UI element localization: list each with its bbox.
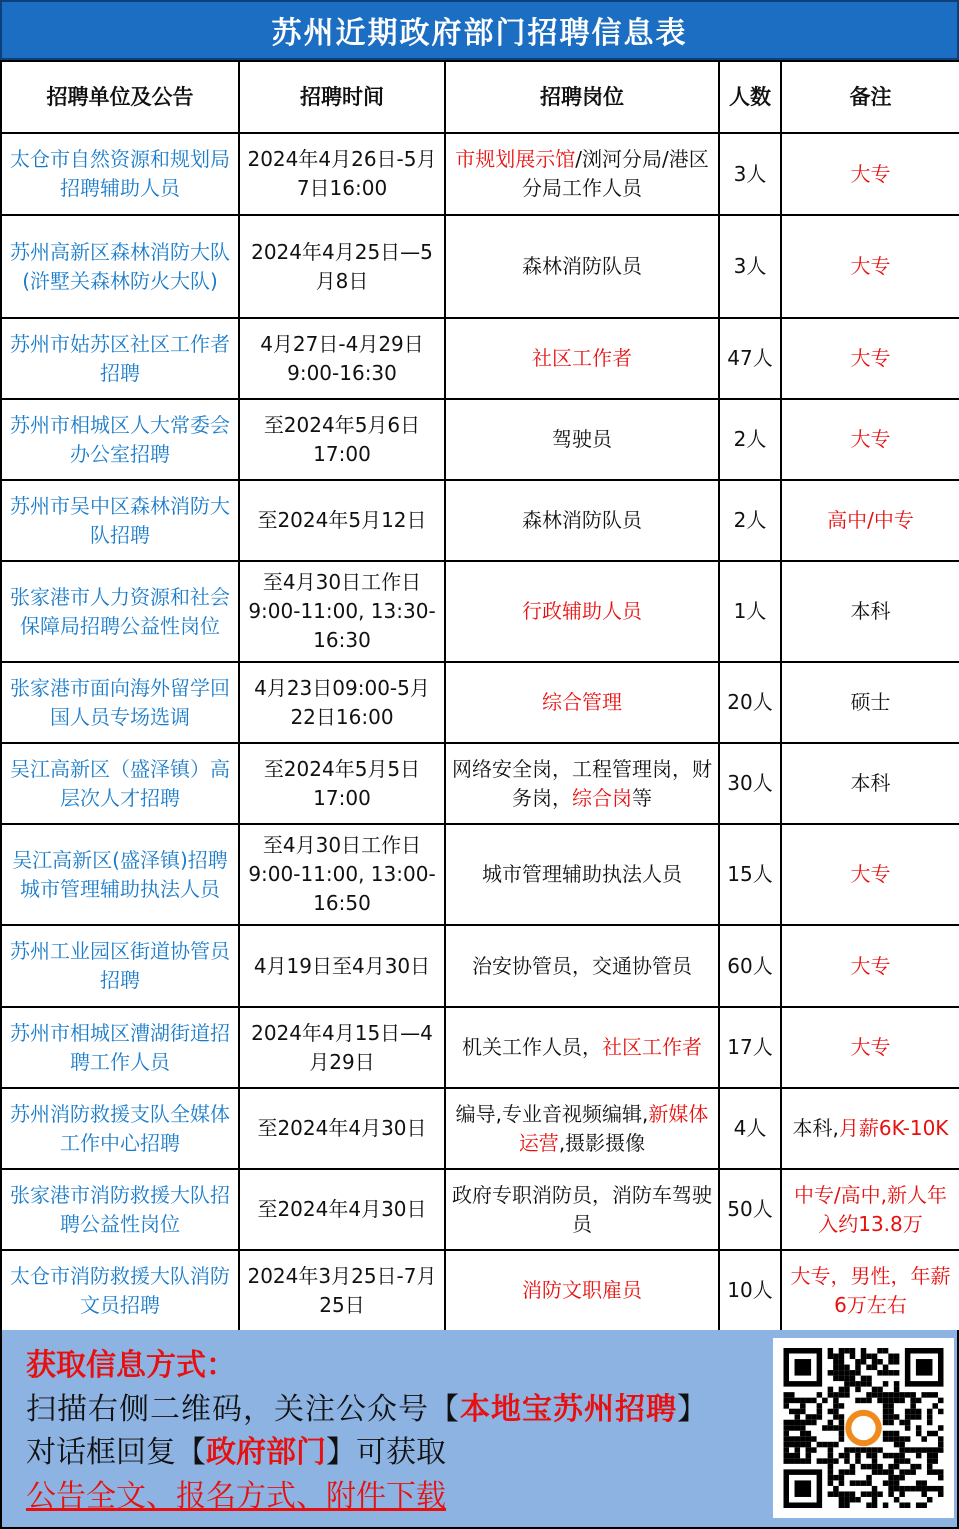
time-cell: 至4月30日工作日 9:00-11:00, 13:00-16:50 [239,824,445,925]
unit-link[interactable]: 吴江高新区(盛泽镇)招聘城市管理辅助执法人员 [1,824,239,925]
table-row [1,1088,959,1169]
time-cell: 至2024年5月5日 17:00 [239,743,445,824]
note-cell-text: 本科 [850,771,891,795]
unit-link[interactable]: 张家港市人力资源和社会保障局招聘公益性岗位 [1,561,239,662]
post-cell [445,1250,719,1331]
note-cell [781,318,959,399]
post-cell [445,215,719,318]
note-cell-text: 本科 [850,599,891,623]
post-cell-text: 森林消防队员 [522,508,642,532]
post-cell-text: 社区工作者 [602,1035,702,1059]
post-cell-text: 治安协管员，交通协管员 [472,953,692,978]
table-header-row [1,61,959,133]
time-cell: 2024年4月15日—4月29日 [239,1007,445,1088]
table-row [1,399,959,480]
header-time: 招聘时间 [239,61,445,133]
count-cell: 2人 [719,399,781,480]
count-cell: 20人 [719,662,781,743]
post-cell-text: 新媒体运营 [518,1101,709,1155]
post-cell-text: 综合管理 [542,690,622,714]
note-cell [781,925,959,1007]
table-row [1,561,959,662]
count-cell: 47人 [719,318,781,399]
header-count: 人数 [719,61,781,133]
time-cell: 至2024年4月30日 [239,1169,445,1250]
note-cell [781,662,959,743]
post-cell [445,318,719,399]
post-cell [445,662,719,743]
post-cell [445,1088,719,1169]
time-cell: 至2024年5月6日 17:00 [239,399,445,480]
time-cell: 至2024年5月12日 [239,480,445,561]
note-cell [781,1088,959,1169]
count-cell: 10人 [719,1250,781,1331]
note-cell-text: 大专 [850,161,891,186]
post-cell-text: 城市管理辅助执法人员 [482,862,682,886]
unit-link[interactable]: 苏州工业园区街道协管员招聘 [1,925,239,1007]
post-cell [445,1169,719,1250]
post-cell-text: ,摄影摄像 [558,1130,646,1155]
note-cell-text: 中专/高中,新人年入约13.8万 [793,1182,948,1236]
count-cell: 17人 [719,1007,781,1088]
count-cell: 15人 [719,824,781,925]
count-cell: 60人 [719,925,781,1007]
time-cell: 2024年3月25日-7月25日 [239,1250,445,1331]
post-cell-text: 社区工作者 [532,346,632,370]
post-cell-text: 消防文职雇员 [522,1278,642,1302]
post-cell-text: 等 [632,785,652,810]
note-cell [781,215,959,318]
post-cell-text: 市规划展示馆 [455,147,576,171]
note-cell [781,399,959,480]
table-row [1,1007,959,1088]
header-post: 招聘岗位 [445,61,719,133]
header-unit: 招聘单位及公告 [1,61,239,133]
download-link[interactable]: 公告全文、报名方式、附件下载 [26,1479,446,1514]
time-cell: 2024年4月26日-5月7日16:00 [239,133,445,215]
note-cell [781,480,959,561]
note-cell-text: 大专 [850,254,891,278]
post-cell-text: 综合岗 [572,785,632,810]
count-cell: 30人 [719,743,781,824]
post-cell-text: 政府专职消防员，消防车驾驶员 [452,1182,712,1236]
note-cell [781,1007,959,1088]
post-cell-text: 行政辅助人员 [522,599,642,623]
footer-line2: 扫描右侧二维码，关注公众号【 [26,1392,460,1427]
count-cell: 1人 [719,561,781,662]
table-row [1,215,959,318]
unit-link[interactable]: 吴江高新区（盛泽镇）高层次人才招聘 [1,743,239,824]
post-cell-text: 驾驶员 [552,427,612,451]
page-title: 苏州近期政府部门招聘信息表 [0,0,959,60]
post-cell-text: /浏河分局/港区分局工作人员 [522,147,709,200]
table-row [1,743,959,824]
post-cell [445,925,719,1007]
post-cell [445,561,719,662]
recruitment-table [0,60,959,1332]
time-cell: 4月23日09:00-5月22日16:00 [239,662,445,743]
post-cell [445,480,719,561]
unit-link[interactable]: 苏州消防救援支队全媒体工作中心招聘 [1,1088,239,1169]
post-cell [445,399,719,480]
note-cell [781,561,959,662]
post-cell-text: 森林消防队员 [522,254,642,278]
count-cell: 2人 [719,480,781,561]
table-row [1,1250,959,1331]
note-cell-text: 大专 [850,953,891,978]
footer-info [0,1330,959,1529]
unit-link[interactable]: 苏州市姑苏区社区工作者招聘 [1,318,239,399]
post-cell [445,1007,719,1088]
time-cell: 4月27日-4月29日 9:00-16:30 [239,318,445,399]
table-row [1,133,959,215]
note-cell-text: 硕士 [850,690,891,714]
unit-link[interactable]: 苏州市吴中区森林消防大队招聘 [1,480,239,561]
table-row [1,1169,959,1250]
table-row [1,318,959,399]
note-cell-text: 大专 [850,346,891,370]
footer-line3: 对话框回复【 [26,1435,206,1470]
time-cell: 至4月30日工作日 9:00-11:00, 13:30-16:30 [239,561,445,662]
note-cell [781,1250,959,1331]
note-cell-text: 大专 [850,427,891,451]
post-cell-text: 机关工作人员， [462,1035,602,1059]
count-cell: 4人 [719,1088,781,1169]
note-cell-text: 大专 [850,862,891,886]
unit-link[interactable]: 太仓市自然资源和规划局招聘辅助人员 [1,133,239,215]
unit-link[interactable]: 张家港市消防救援大队招聘公益性岗位 [1,1169,239,1250]
count-cell: 50人 [719,1169,781,1250]
table-row [1,925,959,1007]
note-cell [781,824,959,925]
post-cell-text: 编导,专业音视频编辑, [455,1101,649,1126]
note-cell-text: 大专 [850,1035,891,1059]
reply-keyword: 政府部门 [206,1435,326,1470]
unit-link[interactable]: 太仓市消防救援大队消防文员招聘 [1,1250,239,1331]
unit-link[interactable]: 苏州高新区森林消防大队(浒墅关森林防火大队) [1,215,239,318]
post-cell-text: 网络安全岗，工程管理岗，财务岗， [452,756,712,810]
note-cell [781,743,959,824]
time-cell: 至2024年4月30日 [239,1088,445,1169]
time-cell: 4月19日至4月30日 [239,925,445,1007]
qr-code [773,1338,954,1518]
count-cell: 3人 [719,133,781,215]
footer-line3-end: 】可获取 [326,1435,446,1470]
note-cell-text: 高中/中专 [827,508,914,532]
qr-code-icon [783,1348,944,1508]
post-cell [445,133,719,215]
unit-link[interactable]: 苏州市相城区人大常委会办公室招聘 [1,399,239,480]
note-cell [781,133,959,215]
table-row [1,824,959,925]
count-cell: 3人 [719,215,781,318]
unit-link[interactable]: 苏州市相城区漕湖街道招聘工作人员 [1,1007,239,1088]
note-cell-text: 大专，男性，年薪6万左右 [790,1263,951,1317]
footer-heading: 获取信息方式： [26,1348,236,1383]
header-note: 备注 [781,61,959,133]
note-cell [781,1169,959,1250]
table-row [1,480,959,561]
post-cell [445,824,719,925]
table-row [1,662,959,743]
note-cell-text: 月薪6K-10K [838,1116,949,1140]
unit-link[interactable]: 张家港市面向海外留学回国人员专场选调 [1,662,239,743]
footer-bracket: 】 [677,1392,708,1427]
note-cell-text: 本科, [792,1116,839,1140]
account-name: 本地宝苏州招聘 [460,1392,677,1427]
post-cell [445,743,719,824]
time-cell: 2024年4月25日—5月8日 [239,215,445,318]
